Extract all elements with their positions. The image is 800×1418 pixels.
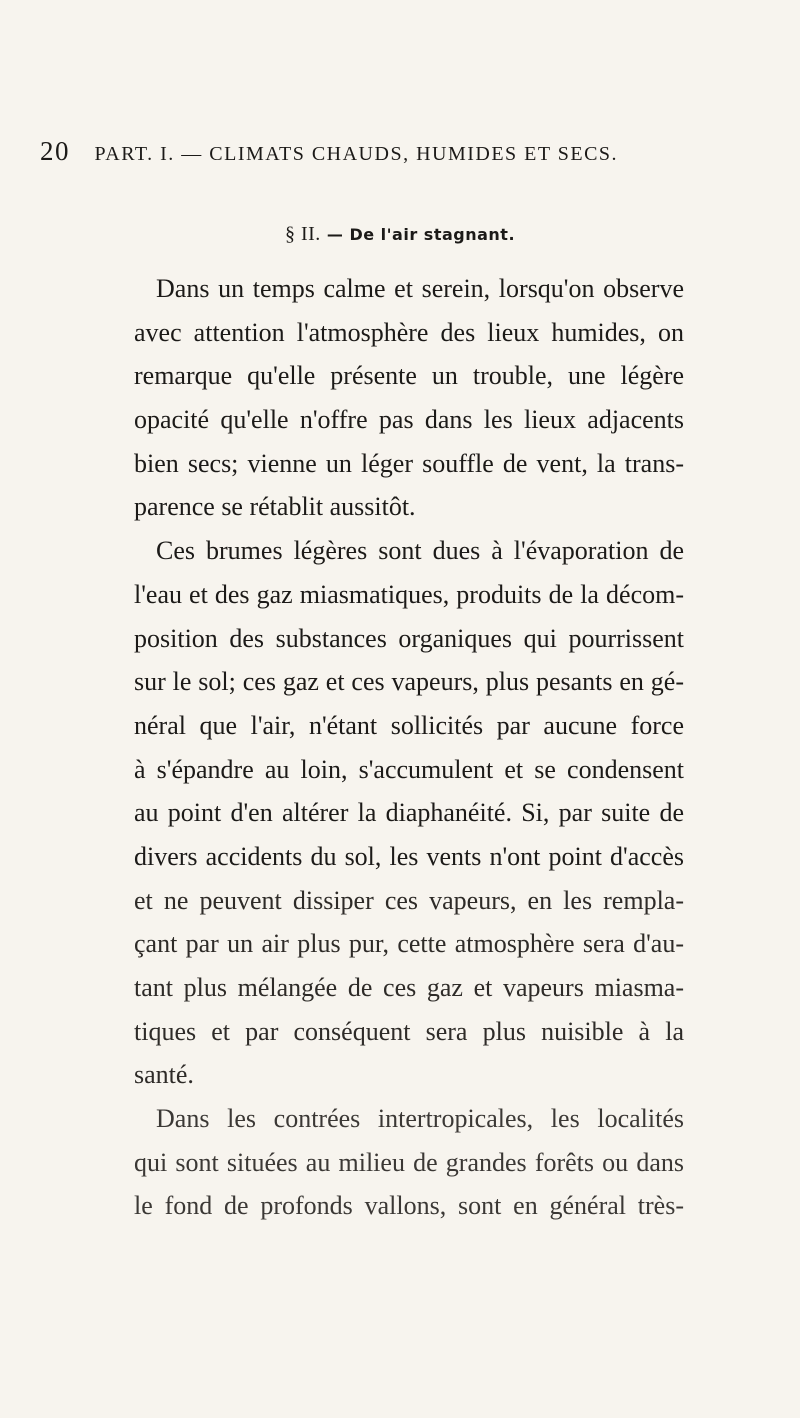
text-line: sur le sol; ces gaz et ces vapeurs, plus pesants en gé- [134, 667, 684, 697]
text-line: position des substances organiques qui pourrissent [134, 623, 684, 653]
section-sign: § II. [284, 223, 321, 245]
text-line: à s'épandre au loin, s'accumulent et se condensent [134, 754, 684, 784]
text-line: parence se rétablit aussitôt. [134, 492, 416, 522]
section-heading [0, 223, 800, 246]
text-line: l'eau et des gaz miasmatiques, produits de la décom- [134, 579, 684, 609]
text-line: au point d'en altérer la diaphanéité. Si, par suite de [134, 798, 684, 828]
text-line: opacité qu'elle n'offre pas dans les lieux adjacents [134, 405, 684, 435]
text-line: tant plus mélangée de ces gaz et vapeurs miasma- [134, 973, 684, 1002]
section-title: — De l'air stagnant. [326, 225, 516, 244]
text-line: qui sont situées au milieu de grandes forêts ou dans [134, 1147, 684, 1177]
text-line: tiques et par conséquent sera plus nuisible à la [134, 1016, 684, 1046]
text-line: Ces brumes légères sont dues à l'évaporation de [156, 536, 684, 566]
text-line: remarque qu'elle présente un trouble, une légère [134, 361, 684, 391]
text-line: Dans les contrées intertropicales, les localités [156, 1104, 684, 1134]
running-header [40, 136, 740, 167]
text-line: santé. [134, 1060, 194, 1090]
text-line: néral que l'air, n'étant sollicités par aucune force [134, 710, 684, 740]
text-line: çant par un air plus pur, cette atmosphère sera d'au- [134, 929, 684, 959]
page-number: 20 [40, 136, 70, 166]
text-line: le fond de profonds vallons, sont en général très- [134, 1191, 684, 1221]
text-line: divers accidents du sol, les vents n'ont point d'accès [134, 841, 684, 871]
text-line: et ne peuvent dissiper ces vapeurs, en les rempla- [134, 885, 684, 915]
body-text [134, 267, 684, 1228]
text-line: avec attention l'atmosphère des lieux humides, on [134, 317, 684, 347]
text-line: Dans un temps calme et serein, lorsqu'on observe [156, 274, 684, 303]
text-line: bien secs; vienne un léger souffle de vent, la trans- [134, 448, 684, 478]
running-title: PART. I. — CLIMATS CHAUDS, HUMIDES ET SECS. [94, 143, 619, 165]
